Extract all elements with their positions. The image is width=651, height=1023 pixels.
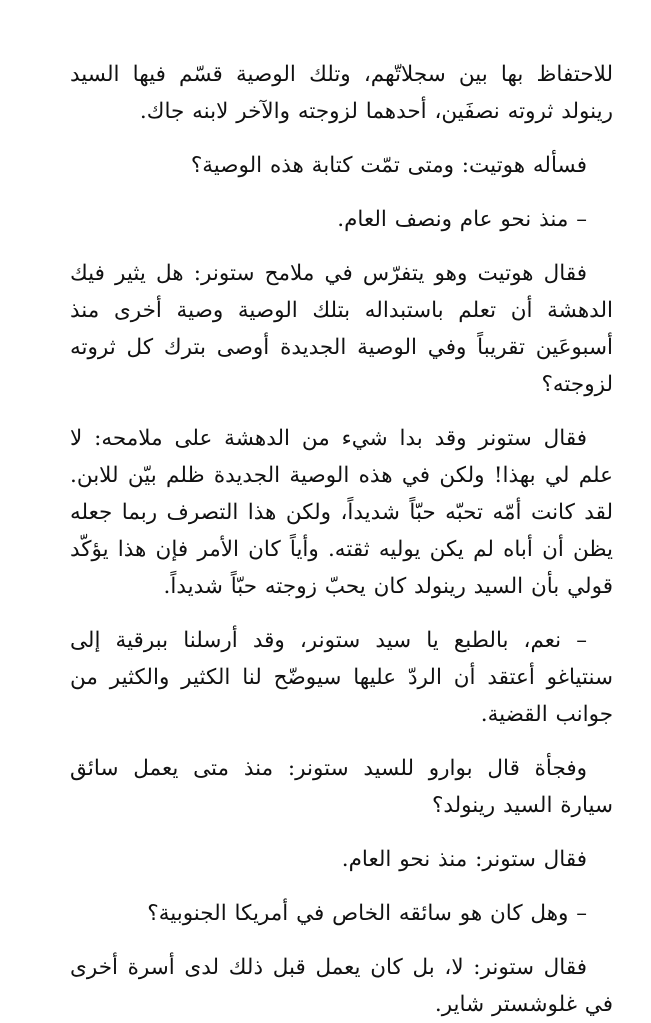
- paragraph-6: – نعم، بالطبع يا سيد ستونر، وقد أرسلنا ببرقية إلى سنتياغو أعتقد أن الردّ عليها سيوضّح لنا الكثير والكثير من جوانب القضية.: [70, 628, 613, 727]
- paragraph-2: فسأله هوتيت: ومتى تمّت كتابة هذه الوصية؟: [190, 153, 587, 178]
- paragraph-10: فقال ستونر: لا، بل كان يعمل قبل ذلك لدى أسرة أخرى في غلوشستر شاير.: [70, 955, 613, 1017]
- paragraph-5: فقال ستونر وقد بدا شيء من الدهشة على ملامحه: لا علم لي بهذا! ولكن في هذه الوصية الجديدة ظلم بيّن للابن. لقد كانت أمّه تحبّه حبّاً شديداً، ولكن هذا التصرف ربما جعله يظن أن أباه لم يكن يوليه ثقته. وأياً كان الأمر فإن هذا يؤكّد قولي بأن السيد رينولد كان يحبّ زوجته حبّاً شديداً.: [70, 426, 613, 599]
- paragraph-8: فقال ستونر: منذ نحو العام.: [341, 847, 587, 872]
- paragraph-3: – منذ نحو عام ونصف العام.: [337, 207, 587, 232]
- paragraph-7: وفجأة قال بوارو للسيد ستونر: منذ متى يعمل سائق سيارة السيد رينولد؟: [70, 756, 613, 818]
- paragraph-1: للاحتفاظ بها بين سجلاتّهم، وتلك الوصية قسّم فيها السيد رينولد ثروته نصفَين، أحدهما لزوجته والآخر لابنه جاك.: [70, 62, 613, 124]
- paragraph-4: فقال هوتيت وهو يتفرّس في ملامح ستونر: هل يثير فيك الدهشة أن تعلم باستبداله بتلك الوصية وصية أخرى منذ أسبوعَين تقريباً وفي الوصية الجديدة أوصى بترك كل ثروته لزوجته؟: [70, 261, 613, 397]
- paragraph-9: – وهل كان هو سائقه الخاص في أمريكا الجنوبية؟: [147, 901, 587, 926]
